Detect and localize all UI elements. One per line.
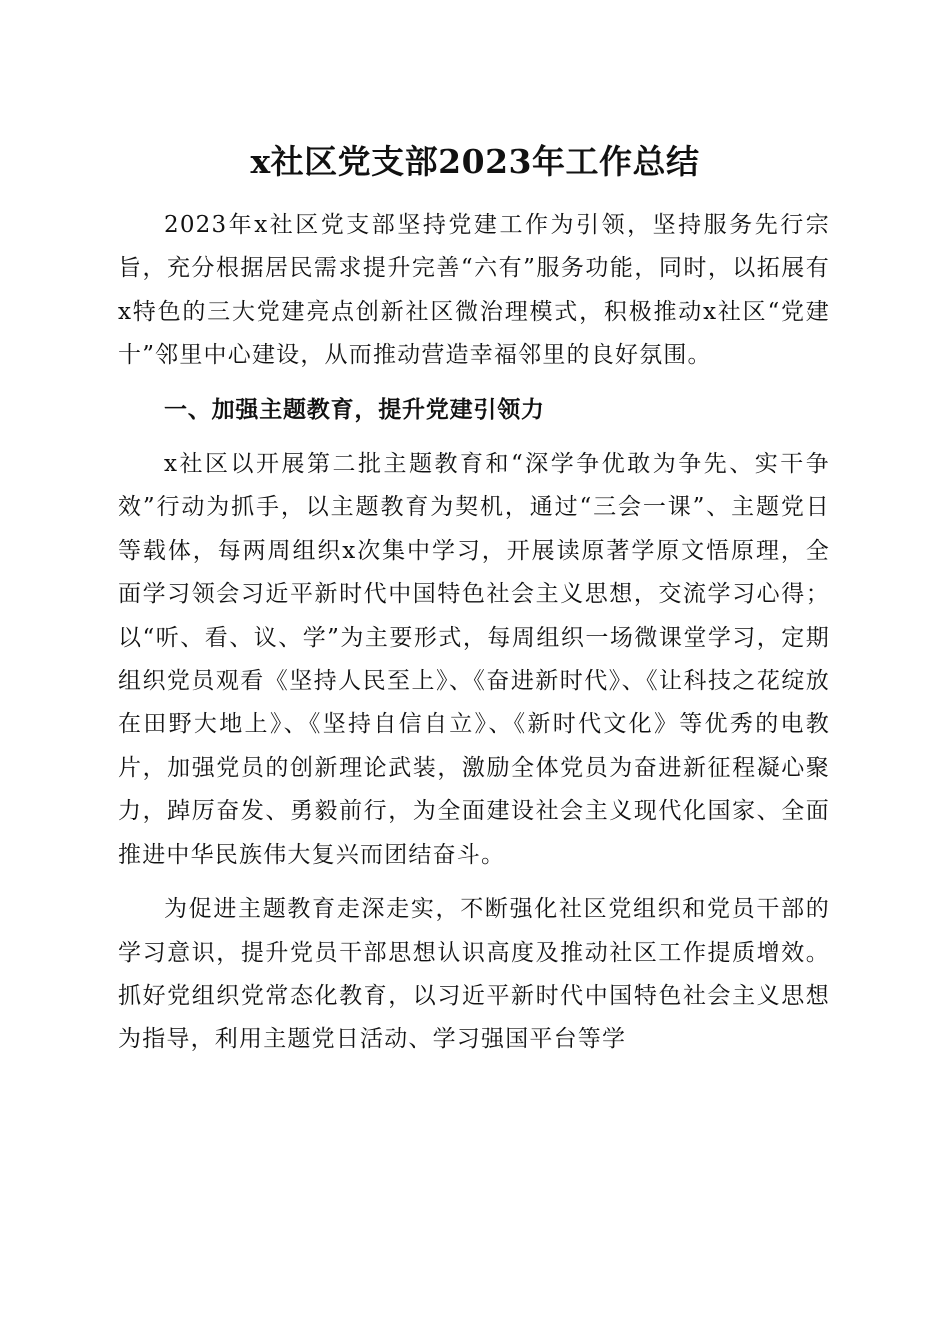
section-1-paragraph-1: x社区以开展第二批主题教育和“深学争优敢为争先、实干争效”行动为抓手，以主题教育为契机，通过“三会一课”、主题党日等载体，每两周组织x次集中学习，开展读原著学原文悟原理，全面学习领会习近平新时代中国特色社会主义思想，交流学习心得；以“听、看、议、学”为主要形式，每周组织一场微课堂学习，定期组织党员观看《坚持人民至上》、《奋进新时代》、《让科技之花绽放在田野大地上》、《坚持自信自立》、《新时代文化》等优秀的电教片，加强党员的创新理论武装，激励全体党员为奋进新征程凝心聚力，踔厉奋发、勇毅前行，为全面建设社会主义现代化国家、全面推进中华民族伟大复兴而团结奋斗。 <box>118 451 830 868</box>
section-1-paragraph-2: 为促进主题教育走深走实，不断强化社区党组织和党员干部的学习意识，提升党员干部思想认识高度及推动社区工作提质增效。抓好党组织党常态化教育，以习近平新时代中国特色社会主义思想为指导，利用主题党日活动、学习强国平台等学 <box>118 896 830 1053</box>
document-body <box>118 204 830 1073</box>
document-title: x社区党支部2023年工作总结 <box>250 142 700 181</box>
intro-paragraph: 2023年x社区党支部坚持党建工作为引领，坚持服务先行宗旨，充分根据居民需求提升完善“六有”服务功能，同时，以拓展有x特色的三大党建亮点创新社区微治理模式，积极推动x社区“党建十”邻里中心建设，从而推动营造幸福邻里的良好氛围。 <box>118 212 830 369</box>
section-heading-1: 一、加强主题教育，提升党建引领力 <box>164 396 545 423</box>
